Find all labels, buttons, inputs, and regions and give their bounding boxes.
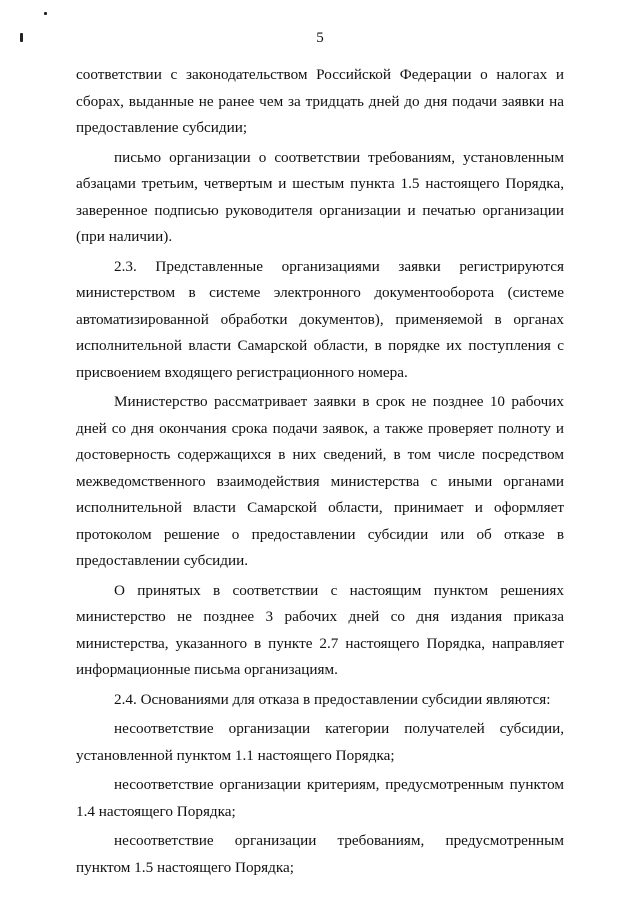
paragraph: 2.4. Основаниями для отказа в предоставлении субсидии являются: [114, 690, 551, 708]
paragraph: письмо организации о соответствии требованиям, установленным абзацами третьим, четвертым и шестым пункта 1.5 настоящего Порядка, заверенное подписью руководителя организации и печатью организации (при наличии). [76, 148, 564, 245]
scan-artifact-mark [44, 12, 47, 15]
document-body [76, 62, 564, 881]
paragraph: О принятых в соответствии с настоящим пунктом решениях министерство не позднее 3 рабочих дней со дня издания приказа министерства, указанного в пункте 2.7 настоящего Порядка, направляет информационные письма организациям. [76, 581, 564, 678]
paragraph: 2.3. Представленные организациями заявки регистрируются министерством в системе электронного документооборота (системе автоматизированной обработки документов), применяемой в органах исполнительной власти Самарской области, в порядке их поступления с присвоением входящего регистрационного номера. [76, 257, 564, 381]
page-number: 5 [316, 30, 324, 46]
paragraph: Министерство рассматривает заявки в срок не позднее 10 рабочих дней со дня окончания срока подачи заявок, а также проверяет полноту и достоверность содержащихся в них сведений, в том числе посредством межведомственного взаимодействия министерства с иными органами исполнительной власти Самарской области, принимает и оформляет протоколом решение о предоставлении субсидии или об отказе в предоставлении субсидии. [76, 393, 564, 569]
paragraph: соответствии с законодательством Российской Федерации о налогах и сборах, выданные не ранее чем за тридцать дней до дня подачи заявки на предоставление субсидии; [76, 66, 564, 136]
paragraph: несоответствие организации требованиям, предусмотренным пунктом 1.5 настоящего Порядка; [76, 832, 564, 876]
paragraph: несоответствие организации критериям, предусмотренным пунктом 1.4 настоящего Порядка; [76, 776, 564, 820]
paragraph: несоответствие организации категории получателей субсидии, установленной пунктом 1.1 настоящего Порядка; [76, 720, 564, 764]
